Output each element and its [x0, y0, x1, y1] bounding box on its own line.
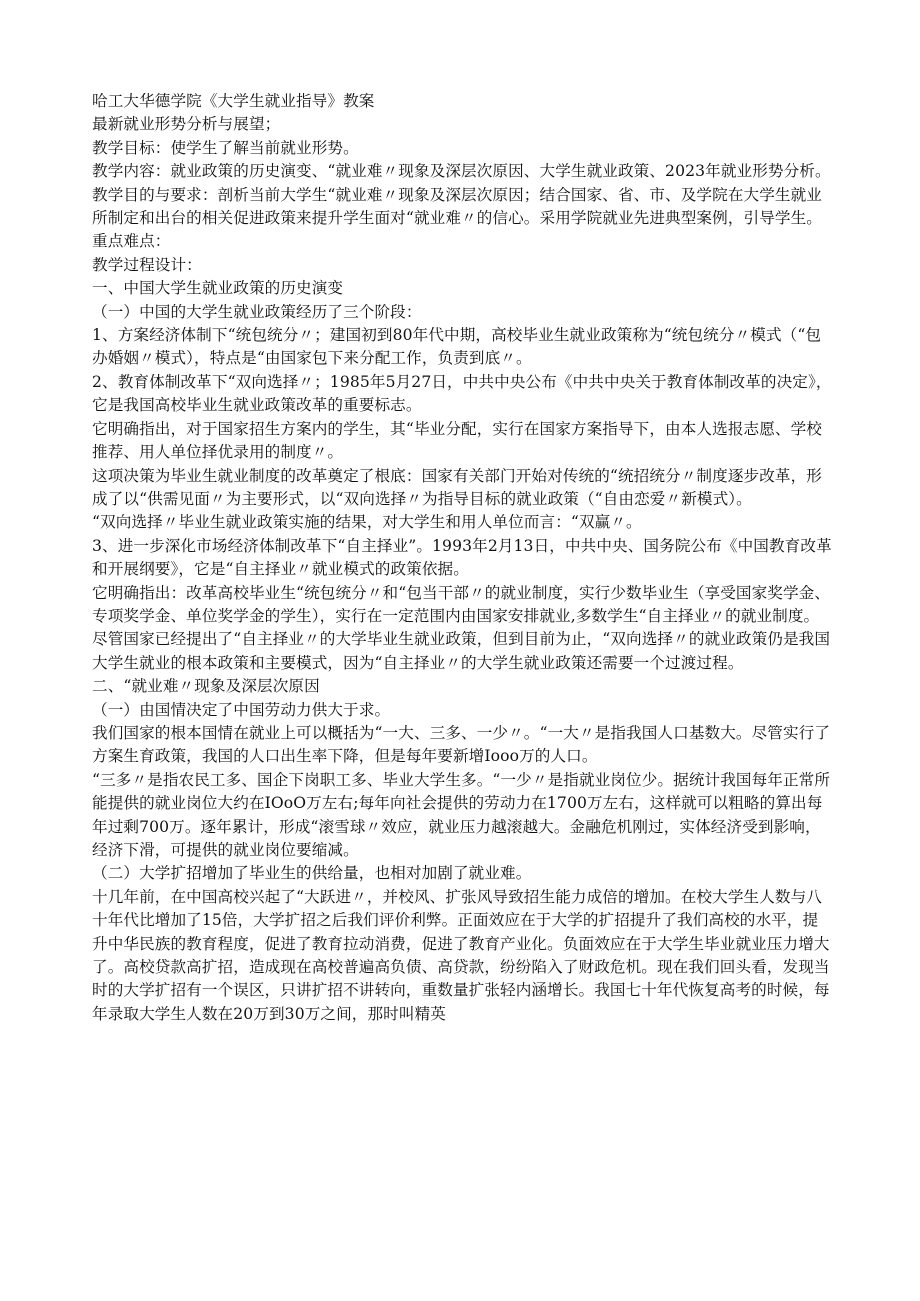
document-body — [92, 90, 832, 1026]
body-paragraph: 十几年前，在中国高校兴起了“大跃进〃，并校风、扩张风导致招生能力成倍的增加。在校大学生人数与八十年代比增加了15倍，大学扩招之后我们评价利弊。正面效应在于大学的扩招提升了我们高校的水平，提升中华民族的教育程度，促进了教育拉动消费，促进了教育产业化。负面效应在于大学生毕业就业压力增大了。高校贷款高扩招，造成现在高校普遍高负债、高贷款，纷纷陷入了财政危机。现在我们回头看，发现当时的大学扩招有一个误区，只讲扩招不讲转向，重数量扩张轻内涵增长。我国七十年代恢复高考的时候，每年录取大学生人数在20万到30万之间，那时叫精英 — [92, 887, 830, 1023]
body-paragraph: “双向选择〃毕业生就业政策实施的结果，对大学生和用人单位而言：“双赢〃。 — [92, 513, 642, 532]
teaching-requirements: 教学目的与要求：剖析当前大学生“就业难〃现象及深层次原因；结合国家、省、市、及学院在大学生就业所制定和出台的相关促进政策来提升学生面对“就业难〃的信心。采用学院就业先进典型案例，引导学生。 — [92, 185, 822, 228]
lesson-topic: 最新就业形势分析与展望； — [92, 115, 281, 134]
body-paragraph: 我们国家的根本国情在就业上可以概括为“一大、三多、一少〃。“一大〃是指我国人口基数大。尽管实行了方案生育政策，我国的人口出生率下降，但是每年要新增Iooo万的人口。 — [92, 723, 831, 766]
key-points: 重点难点： — [92, 232, 171, 251]
body-paragraph: 尽管国家已经提出了“自主择业〃的大学毕业生就业政策，但到目前为止，“双向选择〃的就业政策仍是我国大学生就业的根本政策和主要模式，因为“自主择业〃的大学生就业政策还需要一个过渡过程。 — [92, 630, 831, 672]
body-paragraph: 它明确指出，对于国家招生方案内的学生，其“毕业分配，实行在国家方案指导下，由本人选报志愿、学校推荐、用人单位择优录用的制度〃。 — [92, 419, 822, 462]
subsection-heading-2-2: （二）大学扩招增加了毕业生的供给量，也相对加剧了就业难。 — [92, 864, 532, 883]
subsection-heading-2-1: （一）由国情决定了中国劳动力供大于求。 — [92, 700, 391, 719]
body-paragraph: 2、教育体制改革下“双向选择〃；1985年5月27日，中共中央公布《中共中央关于教育体制改革的决定》，它是我国高校毕业生就业政策改革的重要标志。 — [92, 372, 832, 415]
body-paragraph: “三多〃是指农民工多、国企下岗职工多、毕业大学生多。“一少〃是指就业岗位少。据统计我国每年正常所能提供的就业岗位大约在IOoO万左右;每年向社会提供的劳动力在1700万左右，这样就可以粗略的算出每年过剩700万。逐年累计，形成“滚雪球〃效应，就业压力越滚越大。金融危机刚过，实体经济受到影响，经济下滑，可提供的就业岗位要缩减。 — [92, 770, 831, 859]
body-paragraph: 1、方案经济体制下“统包统分〃；建国初到80年代中期，高校毕业生就业政策称为“统包统分〃模式（“包办婚姻〃模式），特点是“由国家包下来分配工作，负责到底〃。 — [92, 326, 822, 368]
teaching-goal: 教学目标：使学生了解当前就业形势。 — [92, 138, 359, 157]
section-heading-1: 一、中国大学生就业政策的历史演变 — [92, 279, 344, 298]
body-paragraph: 3、进一步深化市场经济体制改革下“自主择业”。1993年2月13日，中共中央、国务院公布《中国教育改革和开展纲要》，它是“自主择业〃就业模式的政策依据。 — [92, 536, 832, 579]
body-paragraph: 它明确指出：改革高校毕业生“统包统分〃和“包当干部〃的就业制度，实行少数毕业生（享受国家奖学金、专项奖学金、单位奖学金的学生），实行在一定范围内由国家安排就业,多数学生“自主择业〃的就业制度。 — [92, 583, 831, 625]
document-title: 哈工大华德学院《大学生就业指导》教案 — [92, 92, 375, 110]
section-heading-2: 二、“就业难〃现象及深层次原因 — [92, 677, 320, 696]
process-design: 教学过程设计： — [92, 255, 202, 274]
teaching-content: 教学内容：就业政策的历史演变、“就业难〃现象及深层次原因、大学生就业政策、2023年就业形势分析。 — [92, 162, 831, 181]
body-paragraph: 这项决策为毕业生就业制度的改革奠定了根底：国家有关部门开始对传统的“统招统分〃制度逐步改革，形成了以“供需见面〃为主要形式，以“双向选择〃为指导目标的就业政策（“自由恋爱〃新模式）。 — [92, 466, 822, 508]
subsection-heading-1-1: （一）中国的大学生就业政策经历了三个阶段： — [92, 302, 422, 321]
